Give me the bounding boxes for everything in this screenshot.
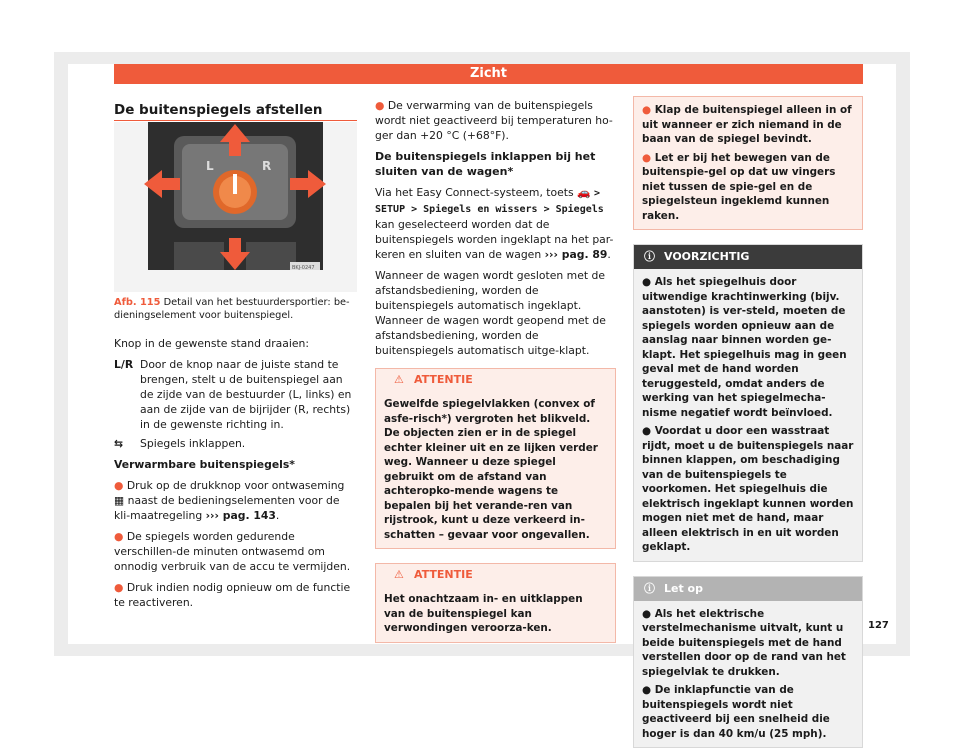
warning-cont-item-2: ● Let er bij het bewegen van de buitenspie-gel op dat uw vingers niet tussen de spie-gel en de spiegelsteun ingeklemd kunnen raken. bbox=[642, 151, 854, 224]
caution-body bbox=[634, 269, 862, 561]
figure-label: Afb. 115 bbox=[114, 297, 160, 308]
warning-box-2 bbox=[375, 563, 616, 643]
warning-text-2: Het onachtzaam in- en uitklappen van de buitenspiegel kan verwondingen veroorza-ken. bbox=[376, 586, 615, 642]
close-text: Wanneer de wagen wordt gesloten met de afstandsbediening, worden de buitenspiegels automatisch ingeklapt. Wanneer de wagen wordt geopend met de afstandsbediening, worden de buitenspiegels automatisch uitge-klapt. bbox=[375, 268, 616, 358]
heated-item-2-text: De spiegels worden gedurende verschillen-de minuten ontwasemd om onnodig verbruik van de accu te vermijden. bbox=[114, 530, 350, 573]
lr-row bbox=[114, 357, 357, 432]
via-paragraph: Via het Easy Connect-systeem, toets 🚗 > SETUP > Spiegels en wissers > Spiegels kan geselecteerd worden dat de buitenspiegels worden ingeklapt na het par-keren en sluiten van de wagen ››› pag. 89. bbox=[375, 185, 616, 262]
heated-item-3: ● Druk indien nodig opnieuw om de functie te reactiveren. bbox=[114, 580, 357, 610]
warning-title-2-text: ATTENTIE bbox=[414, 568, 473, 581]
heated-item-1-rest: naast de bedieningselementen voor de kli-maatregeling bbox=[114, 494, 340, 522]
heated-item-1-ref[interactable]: ››› pag. 143 bbox=[206, 509, 276, 522]
column-middle bbox=[375, 98, 616, 643]
warning-cont-item-1: ● Klap de buitenspiegel alleen in of uit wanneer er zich niemand in de baan van de spiegel bevindt. bbox=[642, 103, 854, 147]
car-menu-icon: 🚗 bbox=[577, 186, 590, 199]
left-letter: L bbox=[206, 159, 214, 173]
page-number: 127 bbox=[868, 620, 889, 631]
intro-text: Knop in de gewenste stand draaien: bbox=[114, 336, 357, 351]
fold-text: Spiegels inklappen. bbox=[140, 436, 245, 451]
note-item-2: ● De inklapfunctie van de buitenspiegels wordt niet geactiveerd bij een snelheid die hoger is dan 40 km/u (25 mph). bbox=[642, 683, 854, 741]
chapter-banner: Zicht bbox=[114, 64, 863, 84]
lr-text: Door de knop naar de juiste stand te brengen, stelt u de buitenspiegel aan de zijde van de bestuurder (L, links) en aan de zijde van de bijrijder (R, rechts) in de gewenste richting in. bbox=[140, 357, 357, 432]
caution-item-1: ● Als het spiegelhuis door uitwendige krachtinwerking (bijv. aanstoten) is ver-steld, moeten de spiegels worden opnieuw aan de aanslag naar binnen worden ge-klapt. Het spiegelhuis mag in geen geval met de hand worden teruggesteld, omdat anders de werking van het spiegelmecha-nisme negatief wordt beïnvloed. bbox=[642, 275, 854, 420]
section-title: De buitenspiegels afstellen bbox=[114, 102, 323, 118]
caution-title-text: VOORZICHTIG bbox=[664, 250, 749, 263]
note-title-text: Let op bbox=[664, 582, 703, 595]
warning-continued bbox=[633, 96, 863, 230]
warning-icon: ⚠ bbox=[394, 564, 404, 586]
fold-title: De buitenspiegels inklappen bij het sluiten van de wagen* bbox=[375, 149, 616, 179]
column-right bbox=[633, 96, 863, 748]
heated-item-2: ● De spiegels worden gedurende verschillen-de minuten ontwasemd om onnodig verbruik van de accu te vermijden. bbox=[114, 529, 357, 574]
manual-page bbox=[68, 64, 896, 644]
warning-cont-item-1-text: Klap de buitenspiegel alleen in of uit wanneer er zich niemand in de baan van de spiegel bevindt. bbox=[642, 104, 852, 145]
caution-title bbox=[634, 245, 862, 269]
note-item-2-text: De inklapfunctie van de buitenspiegels wordt niet geactiveerd bij een snelheid die hoger is dan 40 km/u (25 mph). bbox=[642, 684, 830, 740]
caution-item-2-text: Voordat u door een wasstraat rijdt, moet u de buitenspiegels naar binnen klappen, om beschadiging van de buitenspiegels te voorkomen. Het spiegelhuis die elektrisch ingeklapt kunnen worden mogen niet met de hand, maar alleen elektrisch in en uit worden geklapt. bbox=[642, 425, 853, 553]
fold-row bbox=[114, 436, 357, 451]
via-text: Via het Easy Connect-systeem, toets bbox=[375, 186, 574, 199]
heating-note-text: De verwarming van de buitenspiegels wordt niet geactiveerd bij temperaturen ho-ger dan +20 °C (+68°F). bbox=[375, 99, 613, 142]
figure-code: BKJ-0247 bbox=[292, 265, 315, 271]
heated-item-1: ● Druk op de drukknop voor ontwaseming ▦ naast de bedieningselementen voor de kli-maatregeling ››› pag. 143. bbox=[114, 478, 357, 523]
page-frame bbox=[54, 52, 910, 656]
heated-item-1-text: Druk op de drukknop voor ontwaseming bbox=[127, 479, 345, 492]
warning-icon: ⚠ bbox=[394, 369, 404, 391]
menu-path: > SETUP > Spiegels en wissers > Spiegels bbox=[375, 188, 604, 215]
caution-item-1-text: Als het spiegelhuis door uitwendige krachtinwerking (bijv. aanstoten) is ver-steld, moeten de spiegels worden opnieuw aan de aanslag naar binnen worden ge-klapt. Het spiegelhuis mag in geen geval met de hand worden teruggesteld, omdat anders de werking van het spiegelmecha-nisme negatief wordt beïnvloed. bbox=[642, 276, 847, 419]
note-item-1: ● Als het elektrische verstelmechanisme uitvalt, kunt u beide buitenspiegels met de hand verstellen door op de rand van het spiegelvlak te drukken. bbox=[642, 607, 854, 680]
via-rest: kan geselecteerd worden dat de buitenspiegels worden ingeklapt na het par-keren en sluiten van de wagen bbox=[375, 218, 613, 261]
info-circle-icon: ⓘ bbox=[644, 245, 655, 269]
figure-caption bbox=[114, 296, 357, 322]
lr-key: L/R bbox=[114, 357, 140, 432]
right-letter: R bbox=[262, 159, 271, 173]
warning-text-1: Gewelfde spiegelvlakken (convex of asfe-risch*) vergroten het blikveld. De objecten zien er in de spiegel echter kleiner uit en ze lijken verder weg. Wanneer u deze spiegel gebruikt om de afstand van achteropko-mende wagens te bepalen bij het verande-ren van rijstrook, kunt u deze verkeerd in-schatten – gevaar voor ongevallen. bbox=[376, 391, 615, 548]
fold-mirror-icon: ⇆ bbox=[114, 436, 140, 451]
section-rule bbox=[114, 120, 357, 121]
note-body bbox=[634, 601, 862, 748]
via-ref[interactable]: ››› pag. 89 bbox=[545, 248, 608, 261]
warning-title-1-text: ATTENTIE bbox=[414, 373, 473, 386]
warning-box-1 bbox=[375, 368, 616, 549]
heated-item-3-text: Druk indien nodig opnieuw om de functie te reactiveren. bbox=[114, 581, 350, 609]
heating-note: ● De verwarming van de buitenspiegels wordt niet geactiveerd bij temperaturen ho-ger dan +20 °C (+68°F). bbox=[375, 98, 616, 143]
warning-title-1 bbox=[376, 369, 615, 391]
mirror-control-figure bbox=[114, 122, 357, 292]
figure-caption-text: Detail van het bestuurdersportier: be-dieningselement voor buitenspiegel. bbox=[114, 297, 350, 321]
warning-continued-body bbox=[634, 97, 862, 229]
note-title bbox=[634, 577, 862, 601]
mirror-control-image bbox=[114, 122, 357, 292]
note-box bbox=[633, 576, 863, 748]
caution-item-2: ● Voordat u door een wasstraat rijdt, moet u de buitenspiegels naar binnen klappen, om beschadiging van de buitenspiegels te voorkomen. Het spiegelhuis die elektrisch ingeklapt kunnen worden mogen niet met de hand, maar alleen elektrisch in en uit worden geklapt. bbox=[642, 424, 854, 555]
warning-title-2 bbox=[376, 564, 615, 586]
note-item-1-text: Als het elektrische verstelmechanisme uitvalt, kunt u beide buitenspiegels met de hand verstellen door op de rand van het spiegelvlak te drukken. bbox=[642, 608, 846, 678]
warning-cont-item-2-text: Let er bij het bewegen van de buitenspie-gel op dat uw vingers niet tussen de spie-gel en de spiegelsteun ingeklemd kunnen raken. bbox=[642, 152, 835, 222]
defrost-icon: ▦ bbox=[114, 494, 124, 507]
note-icon: ⓘ bbox=[644, 577, 655, 601]
caution-box bbox=[633, 244, 863, 562]
heated-title: Verwarmbare buitenspiegels* bbox=[114, 457, 357, 472]
column-left bbox=[114, 64, 357, 624]
